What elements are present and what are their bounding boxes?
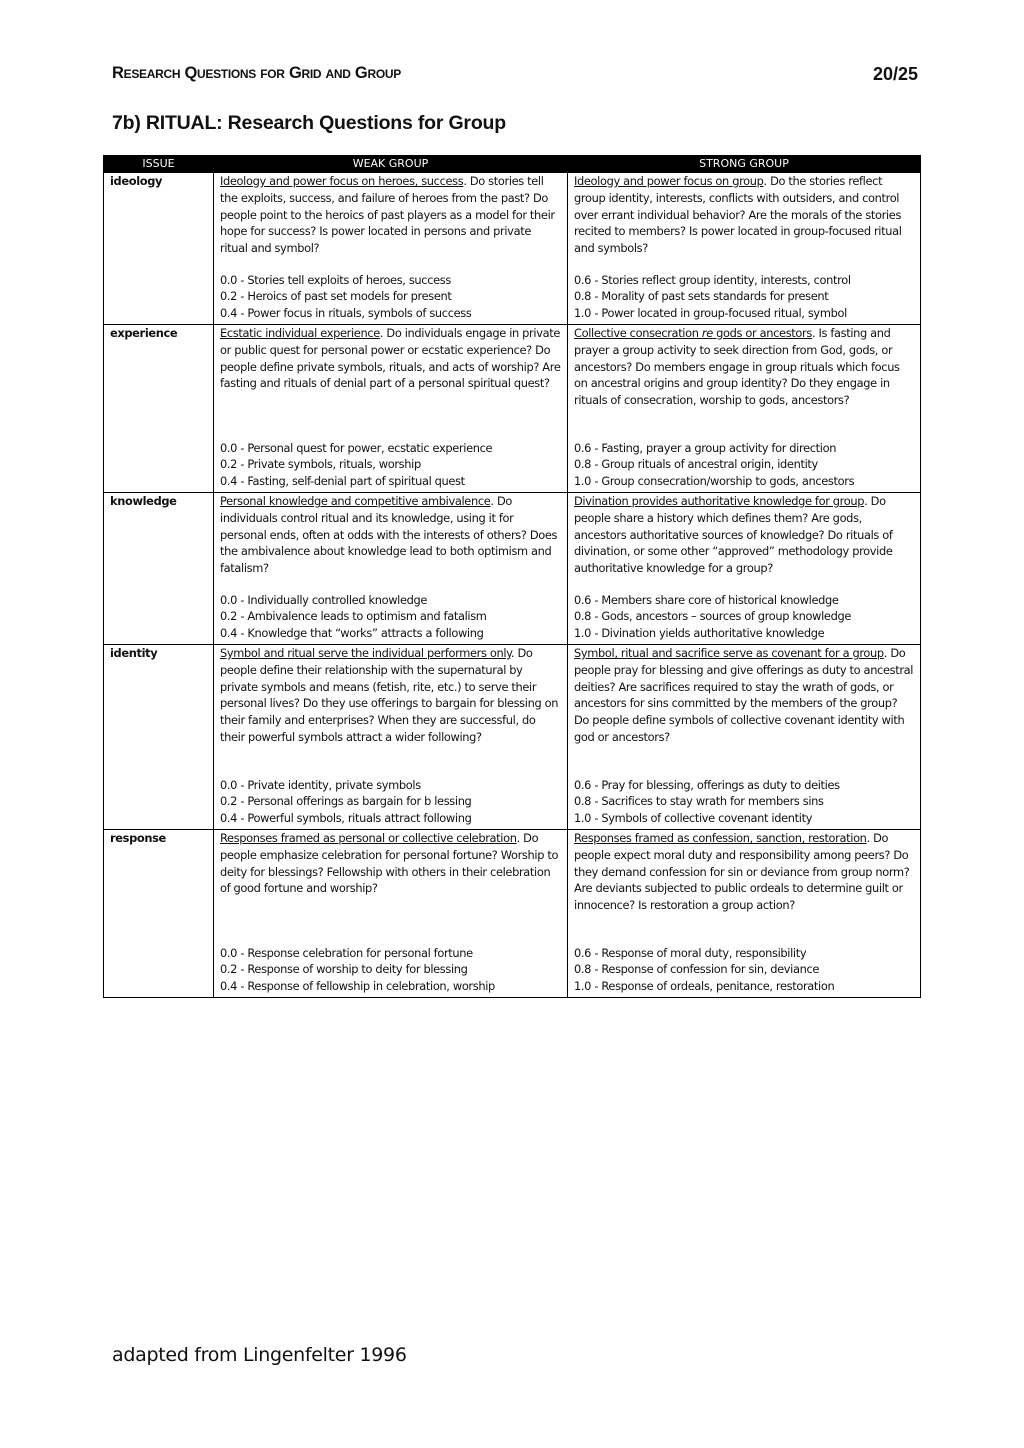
- issue-label: experience: [104, 325, 214, 493]
- scale-item: 0.0 - Individually controlled knowledge: [220, 592, 428, 607]
- table-header-row: [104, 156, 921, 173]
- weak-lead: Responses framed as personal or collective celebration: [220, 831, 517, 845]
- weak-text: . Do people emphasize celebration for personal fortune? Worship to deity for blessings? Fellowship with others in their celebration of good fortune and worship?: [220, 831, 559, 896]
- weak-text: . Do individuals engage in private or public quest for personal power or ecstatic experience? Do people define private symbols, rituals, and acts of worship? Are fasting and rituals of denial part of a personal spiritual quest?: [220, 326, 561, 391]
- strong-group-cell: [568, 493, 921, 645]
- scale-item: 0.0 - Response celebration for personal fortune: [220, 945, 473, 960]
- scale-item: 0.4 - Response of fellowship in celebration, worship: [220, 979, 495, 994]
- scale-item: 0.6 - Pray for blessing, offerings as duty to deities: [574, 777, 840, 792]
- strong-lead-post: gods or ancestors: [712, 326, 812, 340]
- table-row-ideology: [104, 173, 921, 325]
- scale-item: 1.0 - Symbols of collective covenant identity: [574, 811, 813, 826]
- scale-item: 0.2 - Heroics of past set models for present: [220, 289, 452, 304]
- issue-label: ideology: [104, 173, 214, 325]
- strong-scale: [574, 592, 914, 642]
- issue-label: response: [104, 830, 214, 998]
- table-row-identity: [104, 645, 921, 830]
- running-head: [112, 64, 918, 88]
- weak-scale: [220, 272, 561, 322]
- scale-item: 1.0 - Response of ordeals, penitance, restoration: [574, 979, 835, 994]
- header-strong-group: STRONG GROUP: [568, 156, 921, 173]
- table-row-experience: [104, 325, 921, 493]
- strong-lead: [574, 326, 812, 340]
- scale-item: 0.4 - Powerful symbols, rituals attract following: [220, 811, 472, 826]
- strong-text: . Do people expect moral duty and responsibility among peers? Do they demand confession for sin or deviance from group norm? Are deviants subjected to public ordeals to determine guilt or innocence? Is restoration a group action?: [574, 831, 910, 913]
- weak-lead: Symbol and ritual serve the individual performers only: [220, 646, 511, 660]
- weak-group-cell: [214, 325, 568, 493]
- scale-item: 0.0 - Private identity, private symbols: [220, 777, 421, 792]
- weak-lead: Ideology and power focus on heroes, success: [220, 174, 464, 188]
- scale-item: 0.8 - Gods, ancestors – sources of group knowledge: [574, 609, 851, 624]
- running-head-title: Research Questions for Grid and Group: [112, 64, 401, 82]
- scale-item: 0.6 - Response of moral duty, responsibility: [574, 945, 807, 960]
- scale-item: 0.6 - Members share core of historical knowledge: [574, 592, 839, 607]
- scale-item: 0.8 - Morality of past sets standards for present: [574, 289, 829, 304]
- scale-item: 1.0 - Divination yields authoritative knowledge: [574, 626, 825, 641]
- strong-scale: [574, 272, 914, 322]
- strong-lead-pre: Collective consecration: [574, 326, 702, 340]
- strong-description: [574, 645, 914, 746]
- strong-text: . Is fasting and prayer a group activity to seek direction from God, gods, or ancestors? Do members engage in group rituals which focus on ancestral origins and group identity? Do they engage in rituals of consecration, worship to gods, ancestors?: [574, 326, 900, 408]
- scale-item: 0.2 - Personal offerings as bargain for b lessing: [220, 794, 472, 809]
- strong-lead: Symbol, ritual and sacrifice serve as covenant for a group: [574, 646, 884, 660]
- header-weak-group: WEAK GROUP: [214, 156, 568, 173]
- table-row-response: [104, 830, 921, 998]
- weak-lead: Ecstatic individual experience: [220, 326, 380, 340]
- issue-label: identity: [104, 645, 214, 830]
- weak-group-cell: [214, 493, 568, 645]
- weak-lead: Personal knowledge and competitive ambivalence: [220, 494, 491, 508]
- scale-item: 0.0 - Stories tell exploits of heroes, success: [220, 272, 451, 287]
- weak-group-cell: [214, 830, 568, 998]
- weak-scale: [220, 777, 561, 827]
- scale-item: 1.0 - Power located in group-focused ritual, symbol: [574, 306, 847, 321]
- strong-lead: Ideology and power focus on group: [574, 174, 764, 188]
- table-row-knowledge: [104, 493, 921, 645]
- weak-text: . Do stories tell the exploits, success, and failure of heroes from the past? Do people point to the heroics of past players as a model for their hope for success? Is power located in persons and private ritual and symbol?: [220, 174, 555, 256]
- strong-description: [574, 830, 914, 914]
- strong-text: . Do the stories reflect group identity, interests, conflicts with outsiders, and control over errant individual behavior? Are the morals of the stories recited to members? Is power located in group-focused ritual and symbols?: [574, 174, 902, 256]
- strong-scale: [574, 777, 914, 827]
- strong-scale: [574, 945, 914, 995]
- weak-group-cell: [214, 173, 568, 325]
- strong-lead-em: re: [701, 326, 713, 340]
- strong-text: . Do people pray for blessing and give offerings as duty to ancestral deities? Are sacrifices required to stay the wrath of gods, or ancestors for sins committed by the members of the group? Do people define symbols of collective covenant identity with god or ancestors?: [574, 646, 914, 744]
- weak-description: [220, 173, 561, 257]
- scale-item: 0.0 - Personal quest for power, ecstatic experience: [220, 440, 493, 455]
- strong-lead: Divination provides authoritative knowledge for group: [574, 494, 865, 508]
- scale-item: 1.0 - Group consecration/worship to gods, ancestors: [574, 474, 855, 489]
- weak-scale: [220, 440, 561, 490]
- strong-description: [574, 173, 914, 257]
- strong-group-cell: [568, 173, 921, 325]
- research-questions-table: [103, 155, 921, 998]
- issue-label: knowledge: [104, 493, 214, 645]
- scale-item: 0.2 - Response of worship to deity for blessing: [220, 962, 468, 977]
- footer-credit: adapted from Lingenfelter 1996: [112, 1344, 407, 1366]
- strong-group-cell: [568, 830, 921, 998]
- strong-description: [574, 493, 914, 577]
- weak-scale: [220, 945, 561, 995]
- weak-description: [220, 493, 561, 577]
- scale-item: 0.4 - Knowledge that “works” attracts a following: [220, 626, 484, 641]
- header-issue: ISSUE: [104, 156, 214, 173]
- strong-group-cell: [568, 645, 921, 830]
- weak-description: [220, 645, 561, 746]
- weak-scale: [220, 592, 561, 642]
- scale-item: 0.4 - Fasting, self-denial part of spiritual quest: [220, 474, 465, 489]
- weak-text: . Do individuals control ritual and its knowledge, using it for personal ends, often at odds with the interests of others? Does the ambivalence about knowledge lead to both optimism and fatalism?: [220, 494, 558, 576]
- strong-group-cell: [568, 325, 921, 493]
- weak-description: [220, 325, 561, 392]
- scale-item: 0.2 - Ambivalence leads to optimism and fatalism: [220, 609, 487, 624]
- scale-item: 0.6 - Fasting, prayer a group activity for direction: [574, 440, 837, 455]
- strong-description: [574, 325, 914, 409]
- scale-item: 0.8 - Response of confession for sin, deviance: [574, 962, 820, 977]
- strong-scale: [574, 440, 914, 490]
- strong-lead: Responses framed as confession, sanction, restoration: [574, 831, 867, 845]
- scale-item: 0.4 - Power focus in rituals, symbols of success: [220, 306, 472, 321]
- weak-description: [220, 830, 561, 897]
- scale-item: 0.8 - Group rituals of ancestral origin, identity: [574, 457, 818, 472]
- section-title: 7b) RITUAL: Research Questions for Group: [112, 112, 506, 134]
- scale-item: 0.8 - Sacrifices to stay wrath for members sins: [574, 794, 824, 809]
- strong-text: . Do people share a history which defines them? Are gods, ancestors authoritative sources of knowledge? Do rituals of divination, or some other “approved” methodology provide authoritative knowledge for a group?: [574, 494, 893, 576]
- weak-group-cell: [214, 645, 568, 830]
- weak-text: . Do people define their relationship with the supernatural by private symbols and means (fetish, rite, etc.) to serve their personal lives? Do they use offerings to bargain for blessing on their family and enterprises? When they are successful, do their powerful symbols attract a wider following?: [220, 646, 559, 744]
- page-number: 20/25: [872, 64, 918, 84]
- scale-item: 0.2 - Private symbols, rituals, worship: [220, 457, 421, 472]
- scale-item: 0.6 - Stories reflect group identity, interests, control: [574, 272, 851, 287]
